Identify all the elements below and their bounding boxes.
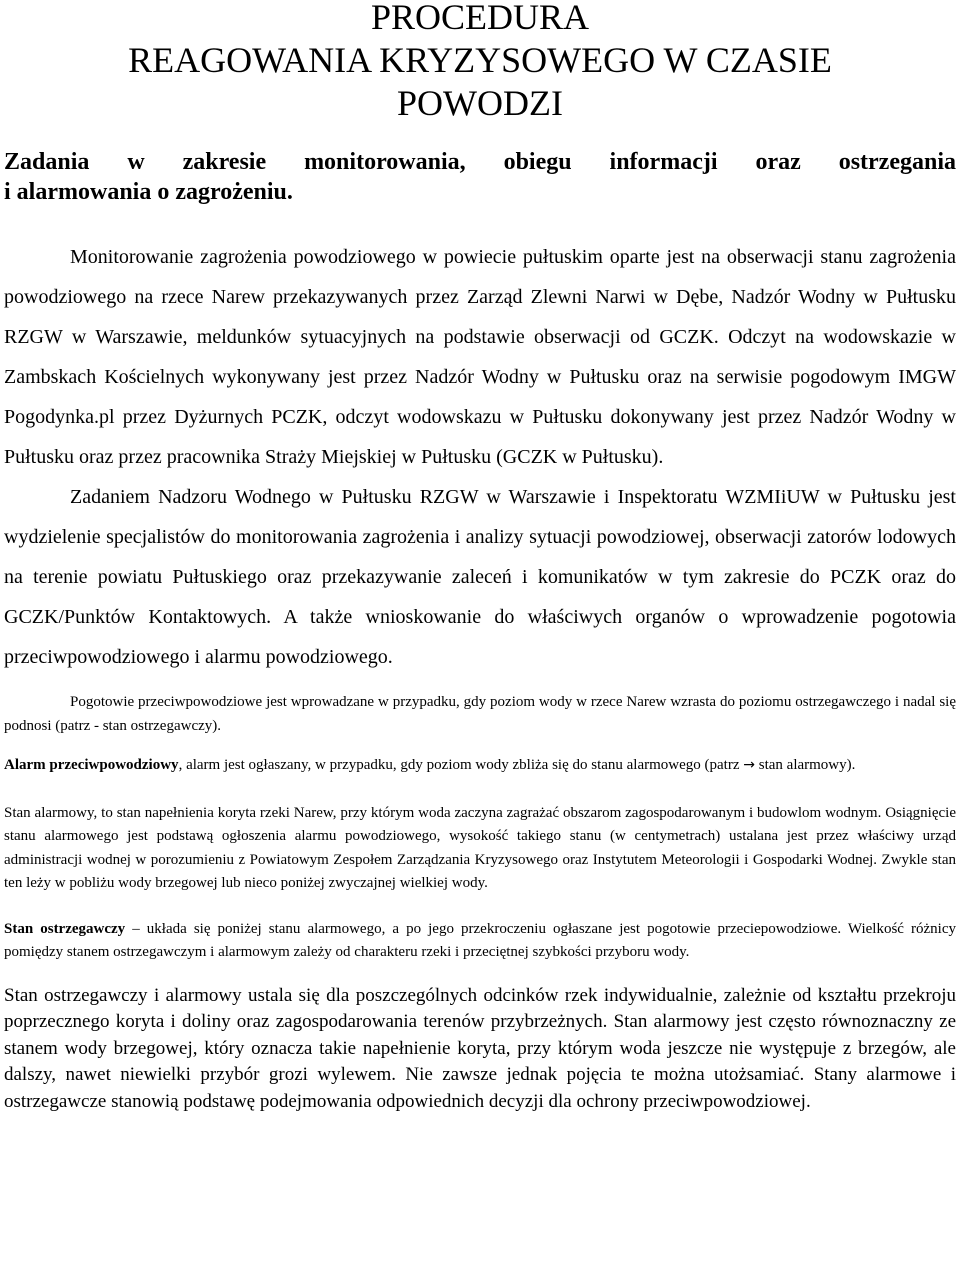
alarm-term: Alarm przeciwpowodziowy <box>4 757 179 773</box>
alarm-definition: , alarm jest ogłaszany, w przypadku, gdy poziom wody zbliża się do stanu alarmowego (patrz <box>178 757 740 773</box>
paragraph-monitoring: Monitorowanie zagrożenia powodziowego w powiecie pułtuskim oparte jest na obserwacji stanu zagrożenia powodziowego na rzece Narew przekazywanych przez Zarząd Zlewni Narwi w Dębe, Nadzór Wodny w Pułtusku RZGW w Warszawie, meldunków sytuacyjnych na podstawie obserwacji od GCZK. Odczyt na wodowskazie w Zambskach Kościelnych wykonywany jest przez Nadzór Wodny w Pułtusku oraz na serwisie pogodowym IMGW Pogodynka.pl przez Dyżurnych PCZK, odczyt wodowskazu w Pułtusku dokonywany jest przez Nadzór Wodny w Pułtusku oraz przez pracownika Straży Miejskiej w Pułtusku (GCZK w Pułtusku). <box>4 246 956 468</box>
paragraph-stan-alarmowy: Stan alarmowy, to stan napełnienia koryta rzeki Narew, przy którym woda zaczyna zagrażać obszarom zagospodarowanym i budowlom wodnym. Osiągnięcie stanu alarmowego jest podstawą ogłoszenia alarmu powodziowego, wysokość takiego stanu (w centymetrach) ustalana jest przez właściwy urząd administracji wodnej w porozumieniu z Powiatowym Zespołem Zarządzania Kryzysowego oraz Instytutem Meteorologii i Gospodarki Wodnej. Zwykle stan ten leży w pobliżu wody brzegowej lub nieco poniżej zwyczajnej wielkiej wody. <box>4 804 956 891</box>
ostrzegawczy-definition: – układa się poniżej stanu alarmowego, a po jego przekroczeniu ogłaszane jest pogotowie przeciepowodziowe. Wielkość różnicy pomiędzy stanem ostrzegawczym i alarmowym zależy od charakteru rzeki i przeciętnej szybkości przyboru wody. <box>4 920 956 960</box>
alarm-reference: stan alarmowy). <box>755 757 856 773</box>
title-line-3: POWODZI <box>397 83 563 123</box>
document-title <box>4 0 956 125</box>
section-heading-line-1: Zadania w zakresie monitorowania, obiegu informacji oraz ostrzegania <box>4 149 956 175</box>
paragraph-stan-ostrzegawczy <box>4 918 956 965</box>
ostrzegawczy-term: Stan ostrzegawczy <box>4 920 126 937</box>
paragraph-alarm <box>4 754 956 778</box>
paragraph-tasks: Zadaniem Nadzoru Wodnego w Pułtusku RZGW w Warszawie i Inspektoratu WZMIiUW w Pułtusku jest wydzielenie specjalistów do monitorowania zagrożenia i analizy sytuacji powodziowej, obserwacji zatorów lodowych na terenie powiatu Pułtuskiego oraz przekazywanie zaleceń i komunikatów w tym zakresie do PCZK oraz do GCZK/Punktów Kontaktowych. A także wnioskowanie do właściwych organów o wprowadzenie pogotowia przeciwpowodziowego i alarmu powodziowego. <box>4 486 956 668</box>
section-heading <box>4 147 956 207</box>
title-line-1: PROCEDURA <box>370 0 590 37</box>
title-line-2: REAGOWANIA KRYZYSOWEGO W CZASIE <box>128 40 832 80</box>
section-heading-line-2: i alarmowania o zagrożeniu. <box>4 179 293 205</box>
paragraph-final: Stan ostrzegawczy i alarmowy ustala się dla poszczególnych odcinków rzek indywidualnie, zależnie od kształtu przekroju poprzecznego koryta i doliny oraz zagospodarowania terenów przybrzeżnych. Stan alarmowy jest często równoznaczny ze stanem wody brzegowej, który oznacza takie napełnienie koryta, przy którym woda jeszcze nie występuje z brzegów, ale dalszy, nawet niewielki przybór grozi wylewem. Nie zawsze jednak pojęcia te można utożsamiać. Stany alarmowe i ostrzegawcze stanowią podstawę podejmowania odpowiednich decyzji dla ochrony przeciwpowodziowej. <box>4 984 956 1112</box>
paragraph-pogotowie: Pogotowie przeciwpowodziowe jest wprowadzane w przypadku, gdy poziom wody w rzece Narew wzrasta do poziomu ostrzegawczego i nadal się podnosi (patrz - stan ostrzegawczy). <box>4 694 956 734</box>
arrow-right-icon: → <box>743 757 755 773</box>
